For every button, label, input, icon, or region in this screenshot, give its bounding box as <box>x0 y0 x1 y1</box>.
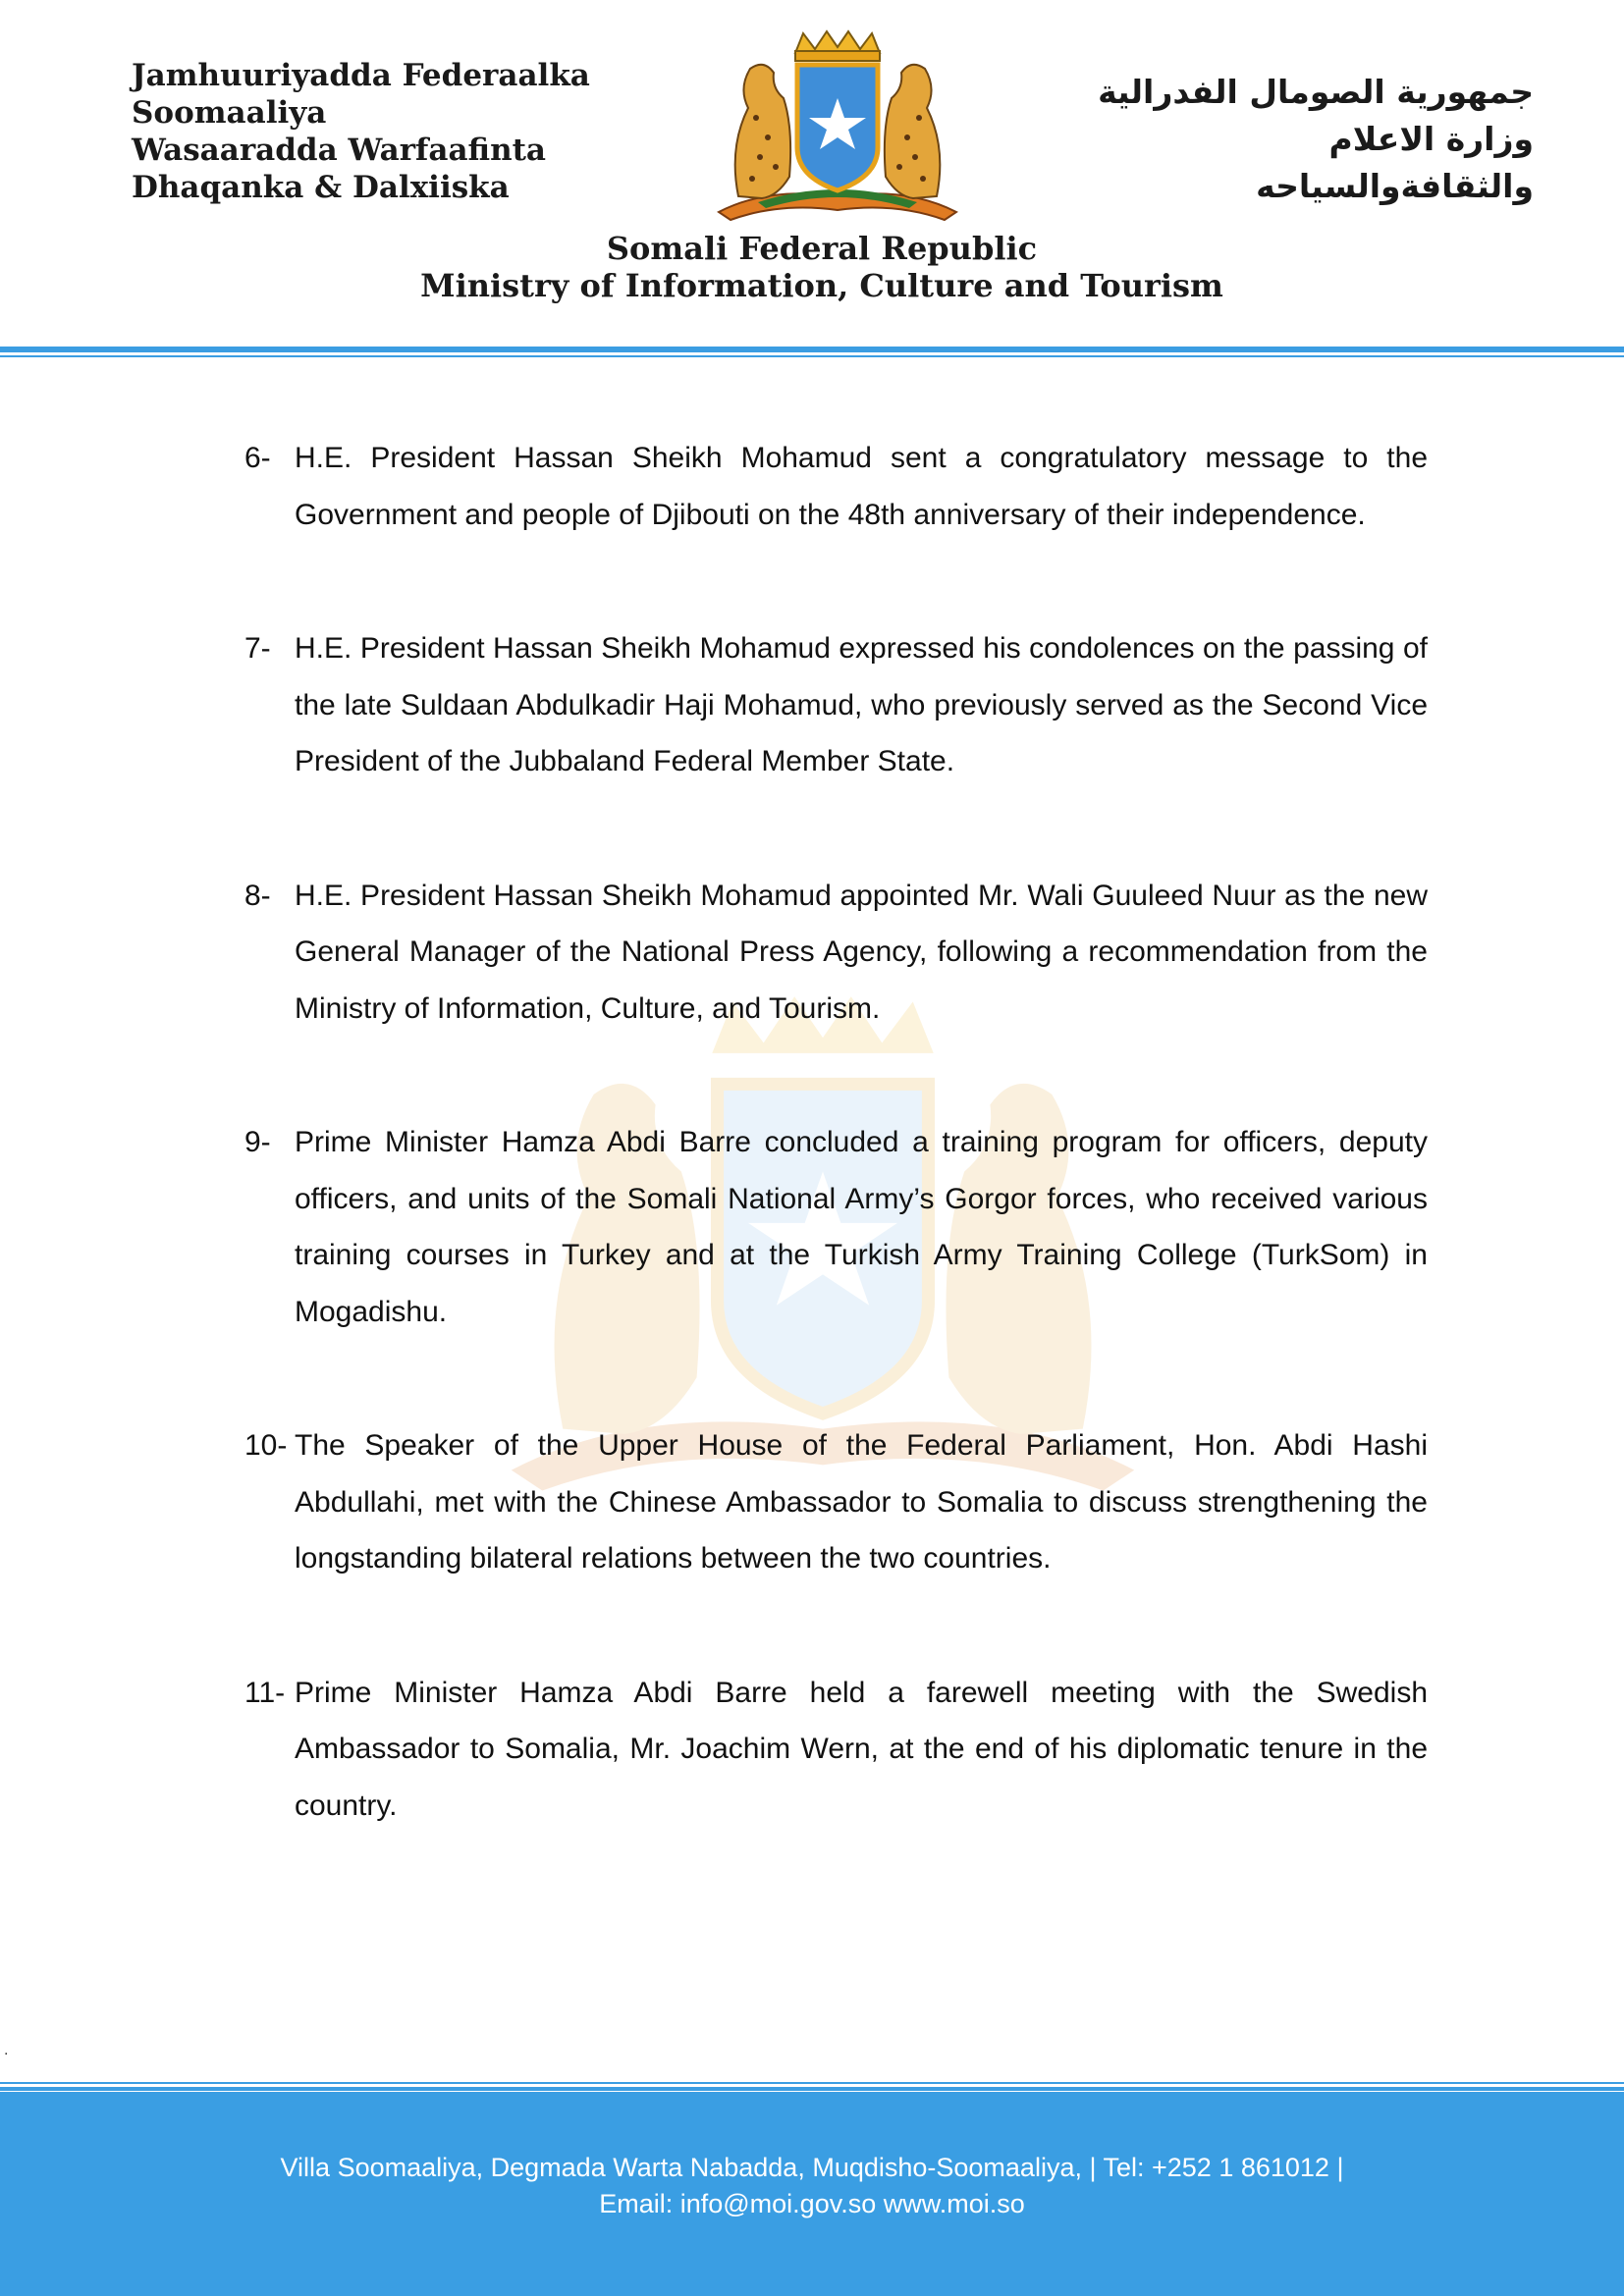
footer-divider-thin <box>0 2082 1624 2084</box>
somalia-coat-of-arms-icon <box>699 29 976 232</box>
news-items-list <box>244 430 1428 1911</box>
somali-line: Wasaaradda Warfaafinta <box>132 133 547 168</box>
somali-line: Jamhuuriyadda Federaalka <box>132 58 590 93</box>
somali-ministry-name <box>132 57 590 206</box>
item-text: The Speaker of the Upper House of the Federal Parliament, Hon. Abdi Hashi Abdullahi, met with the Chinese Ambassador to Somalia to discuss strengthening the longstanding bilateral relations between the two countries. <box>295 1429 1428 1575</box>
header-divider <box>0 347 1624 352</box>
item-number: 11- <box>244 1676 286 1709</box>
letterhead <box>0 0 1624 353</box>
arabic-ministry-name <box>1098 69 1534 210</box>
header-divider-thin <box>0 355 1624 357</box>
item-text: H.E. President Hassan Sheikh Mohamud appointed Mr. Wali Guuleed Nuur as the new General Manager of the National Press Agency, following a recommendation from the Ministry of Information, Culture, and Tourism. <box>295 879 1428 1025</box>
item-text: H.E. President Hassan Sheikh Mohamud expressed his condolences on the passing of the late Suldaan Abdulkadir Haji Mohamud, who previously served as the Second Vice President of the Jubbaland Federal Member State. <box>295 632 1428 777</box>
item-text: H.E. President Hassan Sheikh Mohamud sent a congratulatory message to the Government and people of Djibouti on the 48th anniversary of their independence. <box>295 442 1428 531</box>
contact-footer <box>0 2092 1624 2296</box>
list-item <box>244 620 1428 790</box>
footer-address: Villa Soomaaliya, Degmada Warta Nabadda, Muqdisho-Soomaaliya, | Tel: +252 1 861012 | <box>280 2153 1344 2182</box>
item-number: 8- <box>244 879 271 912</box>
list-item <box>244 868 1428 1038</box>
somali-line: Dhaqanka & Dalxiiska <box>132 170 510 205</box>
item-number: 10- <box>244 1429 288 1462</box>
item-text: Prime Minister Hamza Abdi Barre concluded a training program for officers, deputy officers, and units of the Somali National Army’s Gorgor forces, who received various training courses in Turkey and at the Turkish Army Training College (TurkSom) in Mogadishu. <box>295 1126 1428 1328</box>
item-number: 9- <box>244 1126 271 1158</box>
item-number: 6- <box>244 442 271 474</box>
list-item <box>244 1665 1428 1835</box>
list-item <box>244 1114 1428 1340</box>
arabic-line: وزارة الاعلام <box>1328 120 1534 158</box>
republic-title: Somali Federal Republic <box>606 230 1038 267</box>
somali-line: Soomaaliya <box>132 95 327 131</box>
english-ministry-name <box>0 230 1624 304</box>
list-item <box>244 1417 1428 1587</box>
arabic-line: جمهورية الصومال الفدرالية <box>1098 73 1534 111</box>
item-text: Prime Minister Hamza Abdi Barre held a farewell meeting with the Swedish Ambassador to Somalia, Mr. Joachim Wern, at the end of his diplomatic tenure in the country. <box>295 1676 1428 1822</box>
ministry-title: Ministry of Information, Culture and Tourism <box>420 267 1223 304</box>
list-item <box>244 430 1428 543</box>
footer-contact: Email: info@moi.gov.so www.moi.so <box>599 2189 1025 2218</box>
arabic-line: والثقافةوالسياحه <box>1256 167 1534 205</box>
footer-divider <box>0 2087 1624 2091</box>
item-number: 7- <box>244 632 271 665</box>
stray-mark: . <box>4 2042 9 2058</box>
